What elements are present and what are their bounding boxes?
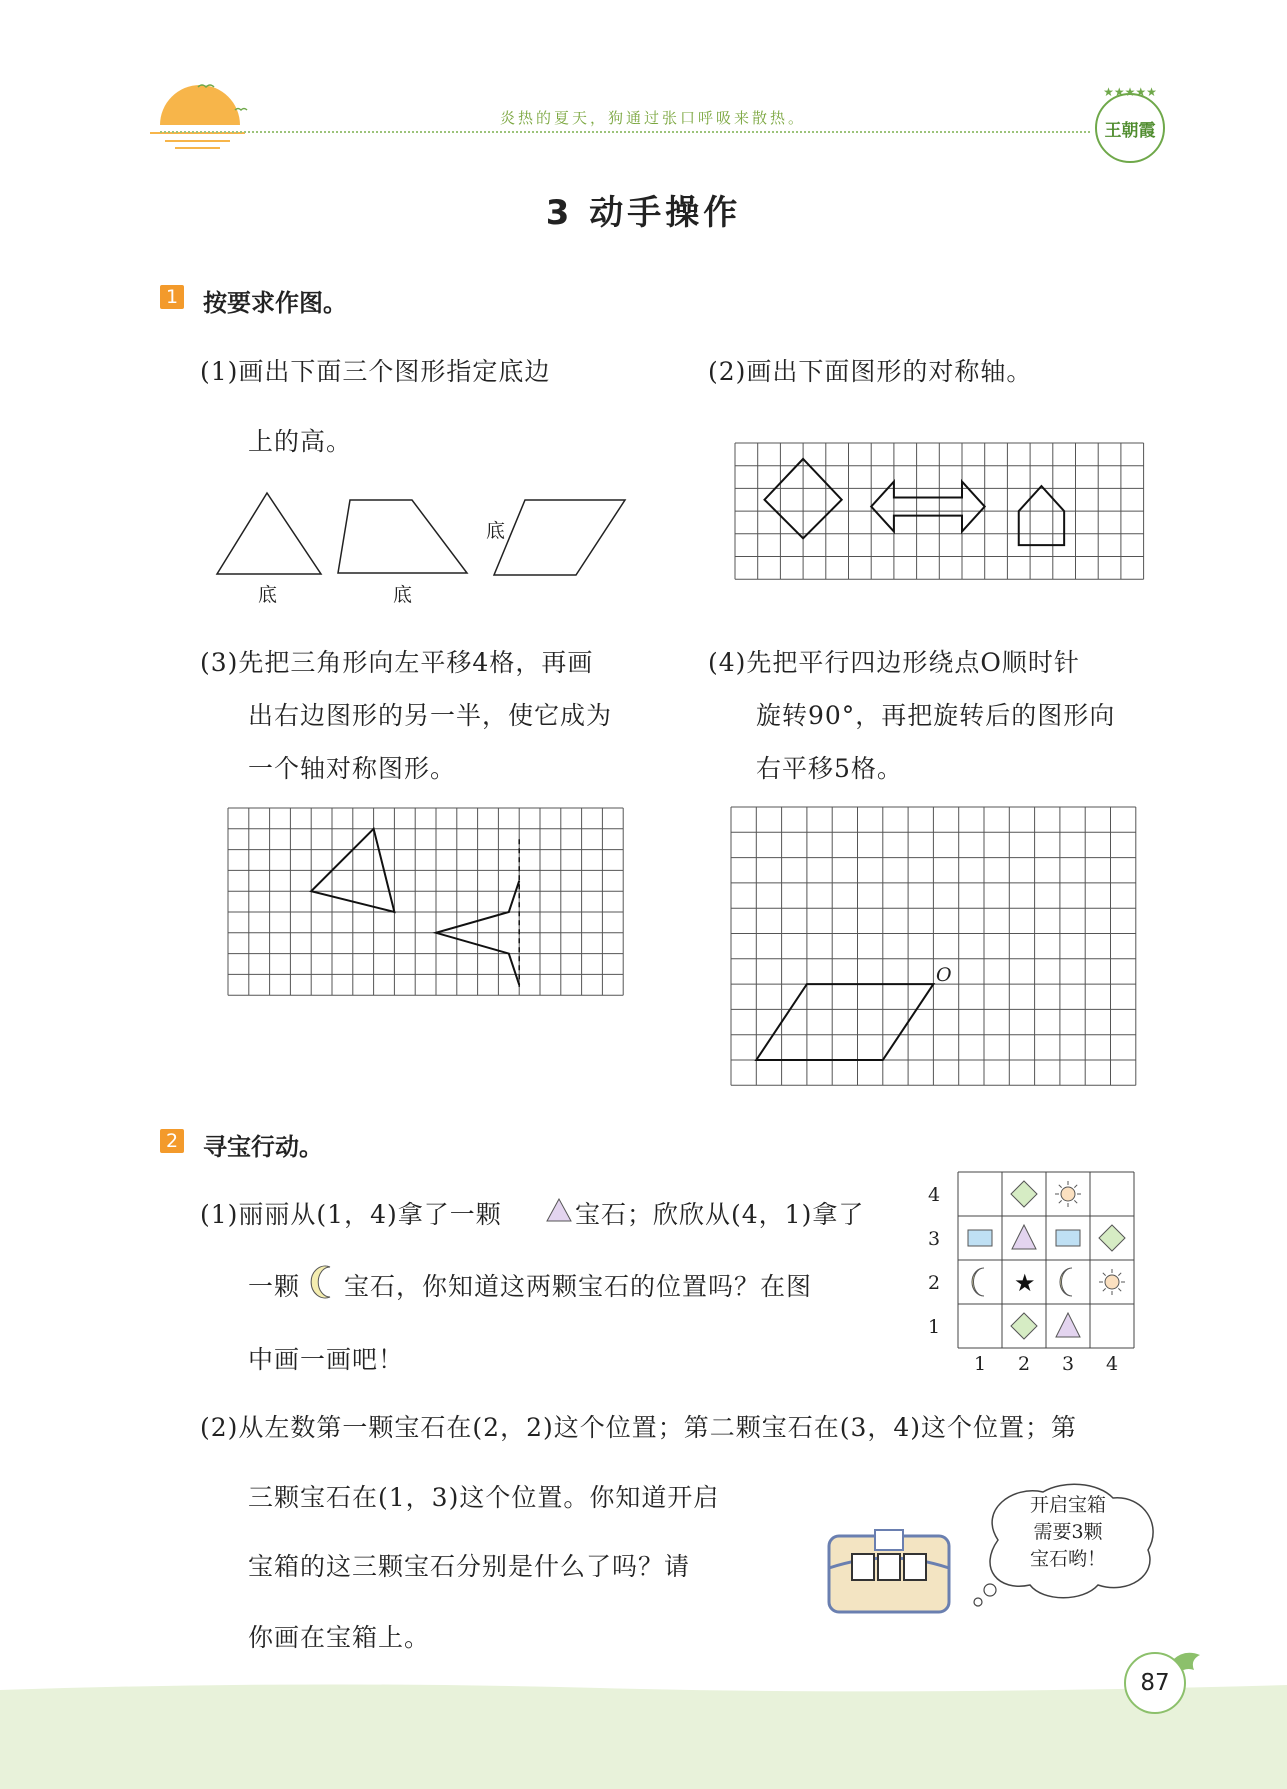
col-label: 1 [974,1353,987,1375]
double-arrow-shape [871,482,985,532]
sun-ray [1059,1185,1062,1188]
treasure-chest-icon [825,1528,955,1618]
col-label: 3 [1062,1353,1075,1375]
svg-text:★★★★★: ★★★★★ [1103,85,1157,99]
sunset-logo [150,75,250,155]
section-2-number: 2 [160,1129,184,1153]
triangle-shape [217,493,321,574]
parallelogram-shape [494,500,625,575]
s2-q1-text-b2: 宝石，你知道这两颗宝石的位置吗？在图 [344,1272,813,1301]
q2-grid [735,443,1157,579]
row-label: 4 [928,1184,941,1206]
q4-text-line2: 旋转90°，再把旋转后的图形向 [756,701,1116,730]
moon-gem-icon [1060,1268,1072,1296]
q3-grid [228,808,624,994]
sun-ray [1103,1273,1106,1276]
s2-q1-text-a1: (1)丽丽从(1，4)拿了一颗 [200,1200,502,1229]
q3-text-line1: (3)先把三角形向左平移4格，再画 [200,648,594,677]
page-number: 87 [1124,1652,1186,1714]
row-label: 3 [928,1228,941,1250]
q2-text: (2)画出下面图形的对称轴。 [708,357,1033,386]
diamond-gem-icon [1011,1313,1037,1339]
triangle-gem-icon [545,1196,573,1224]
s2-q1-text-b1: 一颗 [248,1272,301,1301]
parallelogram-base-label: 底 [486,520,506,542]
sun-ray [1118,1288,1121,1291]
bubble-line3: 宝石哟！ [1029,1548,1106,1570]
col-label: 2 [1018,1353,1031,1375]
q4-text-line3: 右平移5格。 [756,754,903,783]
house-shape [1019,486,1064,545]
sun-ray [1059,1200,1062,1203]
triangle-gem-icon [1056,1313,1080,1337]
point-o-label: O [936,964,952,986]
header-rule [160,131,1090,133]
q3-text-line3: 一个轴对称图形。 [248,754,457,783]
sun-ray [1118,1273,1121,1276]
sun-gem-icon [1061,1187,1075,1201]
header-slogan: 炎热的夏天，狗通过张口呼吸来散热。 [500,109,807,127]
rectangle-gem-icon [968,1230,992,1246]
parallelogram-shape [756,984,933,1060]
bubble-line1: 开启宝箱 [1029,1494,1106,1516]
s2-q2-text-line2: 三颗宝石在(1，3)这个位置。你知道开启 [248,1483,720,1512]
q4-grid [731,807,1137,1086]
bubble-text [1003,1492,1133,1573]
brand-name: 王朝霞 [1104,121,1156,141]
diamond-gem-icon [1099,1225,1125,1251]
q3-text-line2: 出右边图形的另一半，使它成为 [248,701,613,730]
s2-q2-text-line1: (2)从左数第一颗宝石在(2，2)这个位置；第二颗宝石在(3，4)这个位置；第 [200,1413,1078,1442]
sun-ray [1074,1185,1077,1188]
page-title: 3 动手操作 [545,193,742,233]
sun-ray [1074,1200,1077,1203]
trapezoid-base-label: 底 [393,584,413,606]
treasure-grid [928,1170,1160,1380]
triangle-gem-icon [1012,1225,1036,1249]
moon-gem-icon [312,1265,338,1299]
section-1-number: 1 [160,285,184,309]
row-label: 2 [928,1272,941,1294]
section-2-heading: 寻宝行动。 [203,1133,323,1161]
sun-ray [1103,1288,1106,1291]
s2-q1-text-a2: 宝石；欣欣从(4，1)拿了 [575,1200,865,1229]
q4-text-line1: (4)先把平行四边形绕点O顺时针 [708,648,1080,677]
s2-q1-text-c: 中画一画吧！ [248,1345,405,1374]
triangle-base-label: 底 [258,584,278,606]
q1-text-line1: (1)画出下面三个图形指定底边 [200,357,551,386]
s2-q2-text-line3: 宝箱的这三颗宝石分别是什么了吗？请 [248,1552,691,1581]
footer-wave [0,1680,1287,1789]
q1-text-line2: 上的高。 [248,427,353,456]
s2-q2-text-line4: 你画在宝箱上。 [248,1623,431,1652]
sun-gem-icon [1105,1275,1119,1289]
row-label: 1 [928,1316,941,1338]
moon-gem-icon [972,1268,984,1296]
trapezoid-shape [338,500,467,573]
brand-badge-icon [1090,78,1170,168]
bubble-line2: 需要3颗 [1033,1521,1103,1543]
col-label: 4 [1106,1353,1119,1375]
star-gem-icon: ★ [1014,1269,1036,1297]
section-1-heading: 按要求作图。 [203,289,347,317]
rectangle-gem-icon [1056,1230,1080,1246]
diamond-gem-icon [1011,1181,1037,1207]
